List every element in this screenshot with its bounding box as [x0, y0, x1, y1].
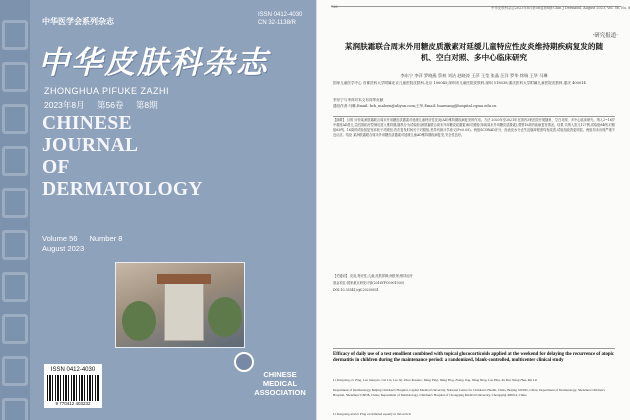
cover-issue-date: 2023年8月	[44, 100, 85, 110]
running-head-text: 中华皮肤科杂志2023年8月第56卷第8期 Chin J Dermatol, August 2023, Vol. 56, No. 8	[491, 6, 630, 10]
cover-title-pinyin: ZHONGHUA PIFUKE ZAZHI	[44, 86, 170, 96]
running-header	[331, 5, 630, 10]
cover-issue-volume: 第56卷	[97, 100, 124, 110]
cover-number: Number 8	[89, 234, 123, 243]
watermark-logo-icon	[2, 62, 28, 92]
cover-title-english	[42, 113, 252, 201]
note-english: Li Dongning and Li Ping contributed equally to this article	[333, 412, 412, 416]
cover-series-label: 中华医学会系列杂志	[42, 17, 114, 26]
cover-date-en: August 2023	[42, 244, 85, 253]
cover-volume-info	[42, 234, 134, 254]
cover-title-en-line: DERMATOLOGY	[42, 179, 203, 200]
cover-volume: Volume 56	[42, 234, 78, 243]
watermark-logo-icon	[2, 230, 28, 260]
cover-title-en-line: JOURNAL	[42, 135, 139, 156]
article-page	[316, 0, 630, 420]
publisher-line: ASSOCIATION	[254, 388, 306, 397]
watermark-logo-icon	[2, 398, 28, 420]
publisher-line: MEDICAL	[262, 379, 298, 388]
cover-issue-number: 第8期	[135, 100, 158, 110]
watermark-logo-icon	[2, 314, 28, 344]
cover-issn-block	[258, 11, 312, 27]
cover-title-chinese: 中华皮肤科杂志	[38, 45, 269, 81]
tree-shape	[122, 301, 156, 341]
watermark-logo-icon	[2, 272, 28, 302]
cma-logo-icon	[234, 352, 254, 372]
abstract-cn: 【摘要】 目的 评价某润肤霜联合周末外用糖皮质激素对延缓儿童特应性皮炎(AD)维持期疾病复发的作用。方法 2020年至2021年在国内3家医院开展随机、空白对照、多中心临床研究。纳入2~16岁中重度AD患儿,急性期治疗控制后进入维持期,随机分为试验组(润肤霜联合周末外用糖皮质激素)和对照组(单纯周末外用糖皮质激素),观察16周内疾病复发情况。结果 共纳入患儿127例,试验组64例,对照组63例。16周时试验组复发率低于对照组,首次复发时间长于对照组,差异有统计学意义(P<0.05)。两组SCORAD评分、经表皮水分丢失及瘙痒程度均有改善,试验组改善更明显。两组均未出现严重不良反应。结论 某润肤霜联合周末外用糖皮质激素可延缓儿童AD维持期疾病复发,安全性良好。	[333, 118, 615, 137]
barcode-bars	[47, 375, 99, 401]
cover-issn: ISSN 0412-4030	[258, 12, 303, 18]
building-shape	[164, 281, 204, 341]
tree-shape	[208, 297, 242, 337]
page-number: 736	[331, 5, 338, 9]
equal-contribution-note: 李东宁与李萍对本文有同等贡献	[333, 98, 384, 102]
watermark-logo-icon	[2, 356, 28, 386]
cover-side-stripe	[0, 0, 30, 420]
keywords-cn: 【关键词】 皮炎,特应性;儿童;皮肤屏障;润肤剂;维持治疗	[333, 274, 413, 278]
cover-title-en-line: OF	[42, 157, 70, 178]
watermark-logo-icon	[2, 20, 28, 50]
fund-info: 基金项目:国家重点研发计划(2016YFC0901500)	[333, 281, 404, 285]
section-label: ·研究报道·	[592, 33, 618, 39]
cover-issue-info	[44, 99, 168, 111]
doi: DOI:10.35541/cjd.20200031	[333, 288, 379, 292]
cover-barcode	[44, 364, 102, 408]
cover-cn: CN 32-1138/R	[258, 20, 296, 26]
cover-title-en-line: CHINESE	[42, 113, 132, 134]
author-list: 李东宁 李萍 罗晓燕 蔡林 刘洁 赵晓涛 王萍 王莹 张晶 汪洋 罗华 徐瑞 王华 马琳	[400, 73, 548, 78]
divider	[333, 116, 615, 117]
watermark-logo-icon	[2, 188, 28, 218]
watermark-logo-icon	[2, 104, 28, 134]
article-title-english: Efficacy of daily use of a test emollient combined with topical glucocorticoids applied at the weekend for delaying the recurrence of atopic dermatitis in children during the maintenance period: a randomized, blank-controlled, multicenter clinical study	[333, 352, 614, 363]
affiliation-cn: 国家儿童医学中心 首都医科大学附属北京儿童医院皮肤科,北京 100045;深圳市儿童医院皮肤科,深圳 518038;重庆医科大学附属儿童医院皮肤科,重庆 400014	[333, 81, 586, 85]
affiliation-english: Department of Dermatology, Beijing Children's Hospital, Capital Medical University, National Center for Children's Health, China, Beijing 100045, China; Department of Dermatology, Shenzhen Children's Hospital, Shenzhen 518038, China; Department of Dermatology, Children's Hospital of Chongqing Medical University, Chongqing 400014, China	[333, 388, 605, 397]
correspondence: 通信作者:马琳,Email: bch_maleen@aliyun.com;王华,Email: huawang@hospital.cqmu.edu.cn	[333, 104, 497, 108]
watermark-logo-icon	[2, 146, 28, 176]
article-title: 某润肤霜联合周末外用糖皮质激素对延缓儿童特应性皮炎维持期疾病复发的随机、空白对照、多中心临床研究	[344, 42, 604, 62]
authors-english: Li Dongning, Li Ping, Luo Xiaoyan, Cai Lin, Liu Jie, Zhao Xiaotao, Wang Ping, Wang Ying, Zhang Jing, Wang Yang, Luo Hua, Xu Rui, Wang Hua, Ma Lin	[333, 378, 538, 382]
cover-publisher	[245, 370, 315, 397]
publisher-line: CHINESE	[263, 370, 297, 379]
barcode-digits: 9 770412 403232	[55, 401, 91, 406]
barcode-issn: ISSN 0412-4030	[50, 367, 96, 373]
divider	[333, 348, 615, 349]
cover-photo	[115, 262, 245, 348]
